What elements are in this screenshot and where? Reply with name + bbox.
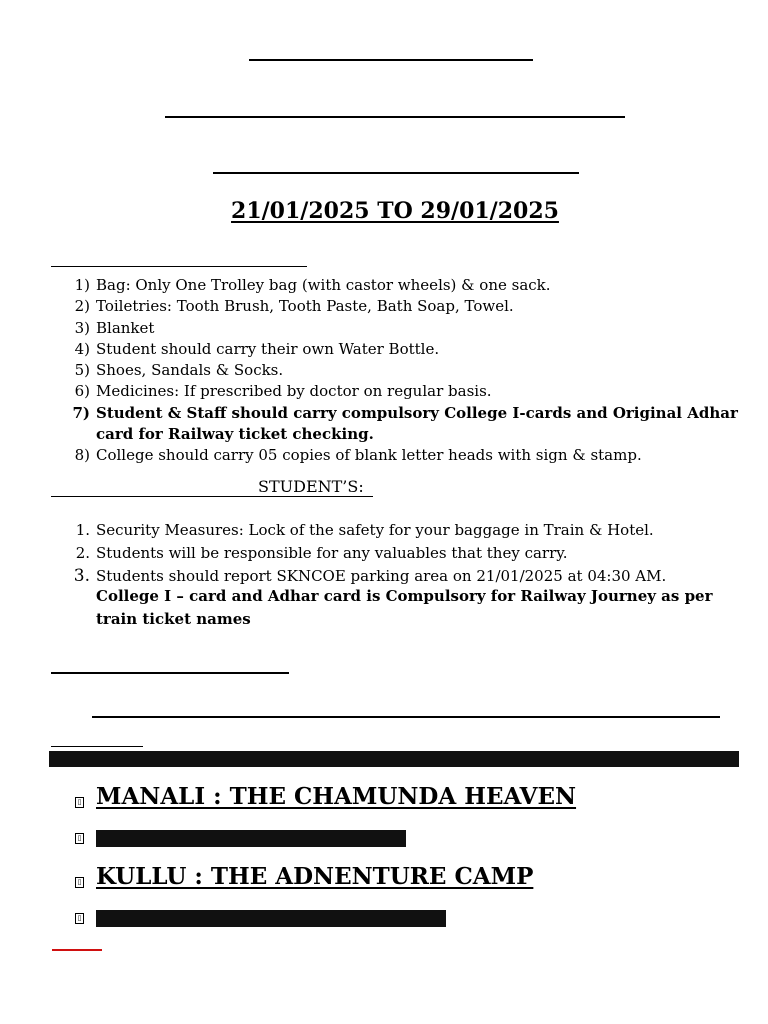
bullet-icon: ▯ (75, 877, 84, 888)
bullet-icon: ▯ (75, 833, 84, 844)
list-item: 3. Students should report SKNCOE parking area on 21/01/2025 at 04:30 AM. (73, 566, 667, 586)
destination-title-manali: MANALI : THE CHAMUNDA HEAVEN (96, 783, 577, 810)
list-item: 6) Medicines: If prescribed by doctor on regular basis. (74, 382, 492, 401)
list-item: 3) Blanket (74, 318, 155, 337)
students-heading-rule (51, 496, 373, 497)
carry-list (0, 275, 745, 467)
redaction-bar (96, 910, 446, 927)
list-item: 1) Bag: Only One Trolley bag (with castor wheels) & one sack. (74, 276, 551, 294)
redaction-bar (96, 830, 406, 847)
list-item: 2. Students will be responsible for any valuables that they carry. (75, 544, 568, 562)
students-heading: STUDENT’S: (258, 477, 364, 496)
blank-heading-rule-6 (51, 746, 143, 747)
list-item: 1. Security Measures: Lock of the safety for your baggage in Train & Hotel. (75, 521, 654, 539)
date-range-title: 21/01/2025 TO 29/01/2025 (231, 198, 559, 224)
blank-heading-rule-4 (51, 672, 289, 674)
blank-heading-rule-3 (213, 172, 579, 174)
redaction-bar-wide (49, 751, 739, 767)
blank-heading-rule-1 (249, 59, 533, 61)
list-item: 4) Student should carry their own Water Bottle. (74, 339, 440, 358)
list-item: 7) Student & Staff should carry compulsory College I-cards and Original Adhar card for Railway ticket checking. (72, 403, 738, 444)
list-item: 8) College should carry 05 copies of blank letter heads with sign & stamp. (74, 446, 642, 465)
list-item: 5) Shoes, Sandals & Socks. (74, 361, 284, 380)
destination-title-kullu: KULLU : THE ADNENTURE CAMP (96, 863, 534, 890)
red-underline-rule (52, 949, 102, 951)
bullet-icon: ▯ (75, 797, 84, 808)
id-card-note: College I – card and Adhar card is Compulsory for Railway Journey as per train ticket names (96, 587, 713, 628)
carry-section-heading-rule (51, 266, 307, 267)
bullet-icon: ▯ (75, 913, 84, 924)
students-list (0, 519, 745, 588)
blank-heading-rule-5 (92, 716, 720, 718)
list-item: 2) Toiletries: Tooth Brush, Tooth Paste, Bath Soap, Towel. (74, 297, 514, 316)
blank-heading-rule-2 (165, 116, 625, 118)
